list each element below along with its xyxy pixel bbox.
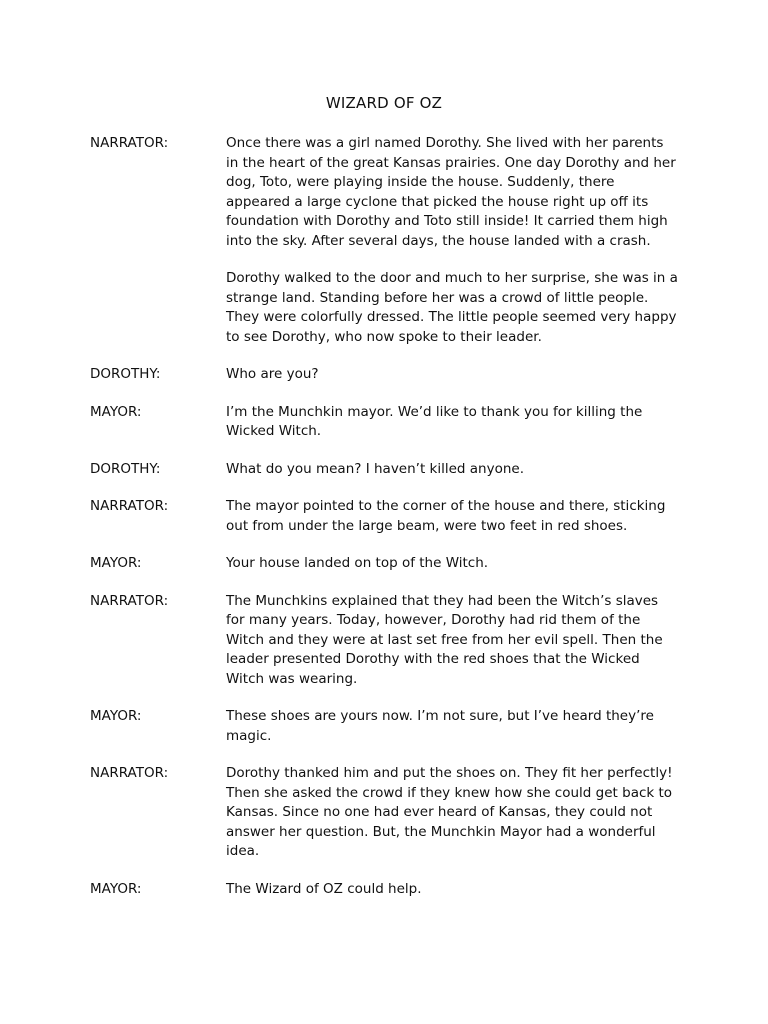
dialogue-paragraph: Dorothy walked to the door and much to her surprise, she was in a strange land. Standing before her was a crowd of little people. They were colorfully dressed. The little people seemed very happy to see Dorothy, who now spoke to their leader. (226, 270, 678, 345)
dialogue-text (226, 592, 678, 690)
dialogue-text (226, 365, 678, 385)
script-entry (90, 460, 690, 480)
script-entry (90, 403, 690, 442)
dialogue-text (226, 497, 678, 536)
script-entry (90, 707, 690, 746)
dialogue-paragraph: I’m the Munchkin mayor. We’d like to thank you for killing the Wicked Witch. (226, 403, 643, 439)
speaker-label: DOROTHY: (90, 460, 161, 477)
speaker-label: DOROTHY: (90, 366, 161, 382)
dialogue-paragraph: Dorothy thanked him and put the shoes on. They fit her perfectly! Then she asked the crowd if they knew how she could get back to Kansas. Since no one had ever heard of Kansas, they could not answer her question. But, the Munchkin Mayor had a wonderful idea. (226, 765, 673, 859)
script-entry (90, 497, 690, 536)
dialogue-paragraph: These shoes are yours now. I’m not sure, but I’ve heard they’re magic. (226, 708, 654, 744)
speaker-label: NARRATOR: (90, 498, 169, 514)
dialogue-paragraph: What do you mean? I haven’t killed anyone. (226, 460, 525, 477)
dialogue-paragraph: The Munchkins explained that they had been the Witch’s slaves for many years. Today, however, Dorothy had rid them of the Witch and they were at last set free from her evil spell. Then the leader presented Dorothy with the red shoes that the Wicked Witch was wearing. (226, 592, 663, 687)
script-entry (90, 554, 690, 574)
dialogue-text (226, 707, 678, 746)
dialogue-paragraph: The mayor pointed to the corner of the house and there, sticking out from under the large beam, were two feet in red shoes. (226, 498, 666, 534)
script-body (90, 134, 690, 899)
speaker-label: MAYOR: (90, 555, 142, 571)
script-entry (90, 365, 690, 385)
dialogue-text (226, 134, 678, 347)
speaker-label: NARRATOR: (90, 592, 169, 609)
dialogue-paragraph: Once there was a girl named Dorothy. She lived with her parents in the heart of the great Kansas prairies. One day Dorothy and her dog, Toto, were playing inside the house. Suddenly, there appeared a large cyclone that picked the house right up off its foundation with Dorothy and Toto still inside! It carried them high into the sky. After several days, the house landed with a crash. (226, 135, 676, 249)
dialogue-paragraph: Who are you? (226, 366, 319, 382)
dialogue-text (226, 764, 678, 862)
dialogue-text (226, 403, 678, 442)
dialogue-paragraph: The Wizard of OZ could help. (226, 880, 422, 897)
dialogue-text (226, 554, 678, 574)
dialogue-text (226, 880, 678, 900)
speaker-label: MAYOR: (90, 880, 142, 897)
script-entry (90, 592, 690, 690)
speaker-label: NARRATOR: (90, 135, 169, 151)
document-title: WIZARD OF OZ (325, 94, 443, 112)
dialogue-text (226, 460, 678, 480)
speaker-label: MAYOR: (90, 708, 142, 724)
speaker-label: MAYOR: (90, 403, 142, 420)
dialogue-paragraph: Your house landed on top of the Witch. (226, 555, 489, 571)
script-entry (90, 134, 690, 347)
speaker-label: NARRATOR: (90, 765, 169, 781)
script-entry (90, 880, 690, 900)
script-entry (90, 764, 690, 862)
